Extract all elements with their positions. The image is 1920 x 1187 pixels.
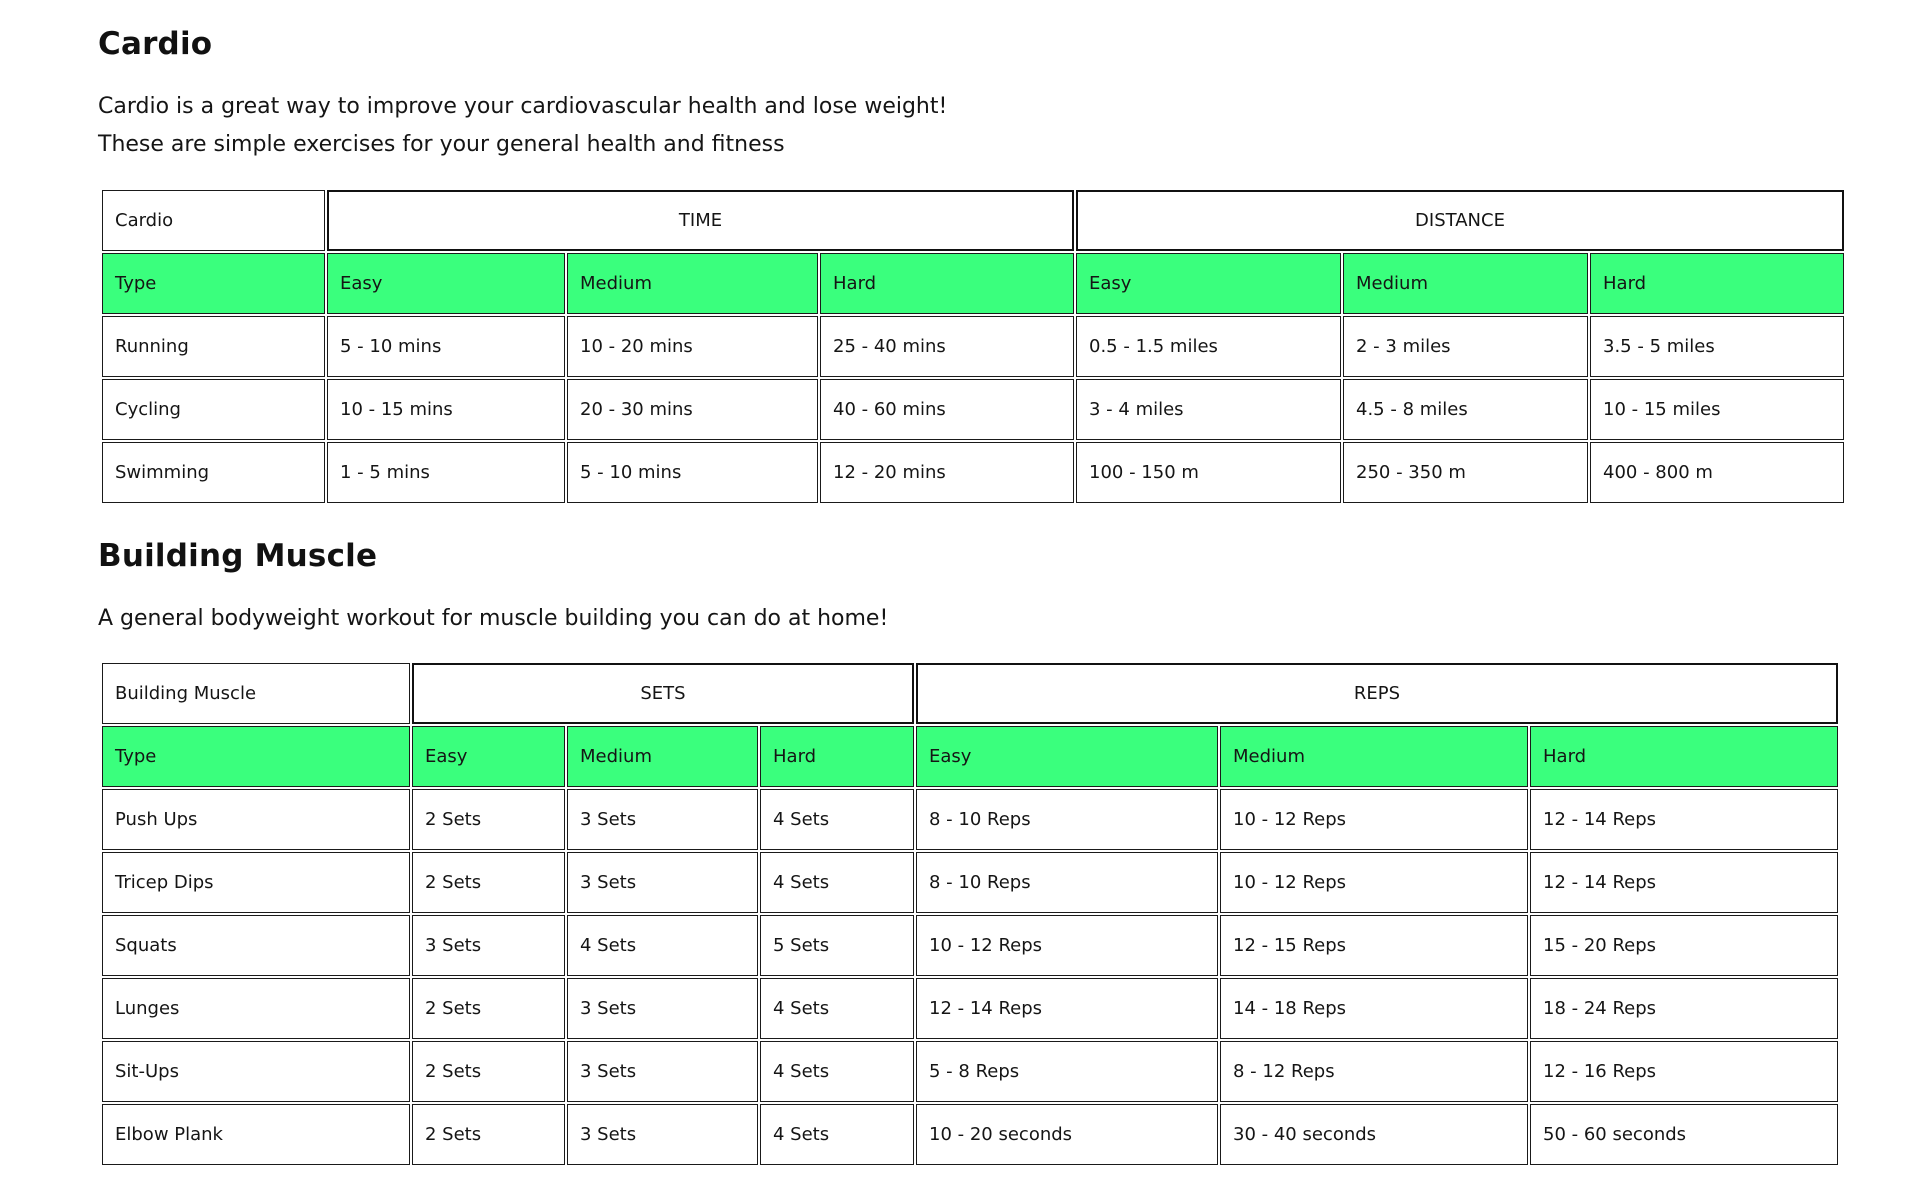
cardio-table — [100, 188, 1846, 505]
table-cell: 3 - 4 miles — [1076, 379, 1341, 440]
column-header-time-medium: Medium — [567, 253, 818, 314]
table-row — [102, 915, 1838, 976]
table-cell: 40 - 60 mins — [820, 379, 1074, 440]
table-cell: 10 - 12 Reps — [1220, 852, 1528, 913]
table-cell: 4 Sets — [760, 1041, 914, 1102]
table-cell: 4 Sets — [760, 789, 914, 850]
table-cell: 12 - 20 mins — [820, 442, 1074, 503]
table-cell: 3 Sets — [567, 1104, 758, 1165]
column-header-time-hard: Hard — [820, 253, 1074, 314]
table-cell: 30 - 40 seconds — [1220, 1104, 1528, 1165]
table-cell: 12 - 14 Reps — [1530, 789, 1838, 850]
exercise-name-cell: Squats — [102, 915, 410, 976]
column-header-reps-medium: Medium — [1220, 726, 1528, 787]
table-cell: 4.5 - 8 miles — [1343, 379, 1588, 440]
table-cell: 4 Sets — [760, 852, 914, 913]
exercise-name-cell: Cycling — [102, 379, 325, 440]
table-cell: 50 - 60 seconds — [1530, 1104, 1838, 1165]
table-cell: 2 Sets — [412, 978, 565, 1039]
muscle-intro — [98, 600, 888, 638]
muscle-table — [100, 661, 1840, 1167]
table-cell: 12 - 14 Reps — [916, 978, 1218, 1039]
table-cell: 2 - 3 miles — [1343, 316, 1588, 377]
cardio-corner-cell: Cardio — [102, 190, 325, 251]
table-cell: 400 - 800 m — [1590, 442, 1844, 503]
table-cell: 5 - 8 Reps — [916, 1041, 1218, 1102]
reps-group-header: REPS — [916, 663, 1838, 724]
sets-group-header: SETS — [412, 663, 914, 724]
table-cell: 10 - 12 Reps — [916, 915, 1218, 976]
table-cell: 4 Sets — [567, 915, 758, 976]
exercise-name-cell: Running — [102, 316, 325, 377]
table-cell: 15 - 20 Reps — [1530, 915, 1838, 976]
cardio-intro-line: These are simple exercises for your general health and fitness — [98, 132, 785, 157]
exercise-name-cell: Swimming — [102, 442, 325, 503]
distance-group-header: DISTANCE — [1076, 190, 1844, 251]
column-header-distance-hard: Hard — [1590, 253, 1844, 314]
table-cell: 10 - 20 mins — [567, 316, 818, 377]
table-cell: 12 - 15 Reps — [1220, 915, 1528, 976]
column-header-distance-medium: Medium — [1343, 253, 1588, 314]
table-cell: 5 Sets — [760, 915, 914, 976]
table-row — [102, 1041, 1838, 1102]
muscle-corner-cell: Building Muscle — [102, 663, 410, 724]
table-cell: 250 - 350 m — [1343, 442, 1588, 503]
table-row — [102, 978, 1838, 1039]
table-cell: 10 - 15 mins — [327, 379, 565, 440]
table-cell: 3 Sets — [567, 1041, 758, 1102]
cardio-heading: Cardio — [98, 26, 213, 62]
table-cell: 0.5 - 1.5 miles — [1076, 316, 1341, 377]
table-row — [102, 789, 1838, 850]
muscle-column-header-row — [102, 726, 1838, 787]
table-cell: 4 Sets — [760, 978, 914, 1039]
table-row — [102, 379, 1844, 440]
table-cell: 25 - 40 mins — [820, 316, 1074, 377]
muscle-group-row — [102, 663, 1838, 724]
column-header-type: Type — [102, 253, 325, 314]
table-cell: 3 Sets — [567, 789, 758, 850]
table-row — [102, 852, 1838, 913]
table-cell: 8 - 10 Reps — [916, 789, 1218, 850]
table-cell: 1 - 5 mins — [327, 442, 565, 503]
table-cell: 3 Sets — [567, 978, 758, 1039]
table-cell: 20 - 30 mins — [567, 379, 818, 440]
muscle-intro-line: A general bodyweight workout for muscle building you can do at home! — [98, 606, 889, 631]
exercise-name-cell: Lunges — [102, 978, 410, 1039]
table-row — [102, 442, 1844, 503]
table-cell: 8 - 10 Reps — [916, 852, 1218, 913]
table-cell: 5 - 10 mins — [567, 442, 818, 503]
table-cell: 10 - 15 miles — [1590, 379, 1844, 440]
column-header-reps-hard: Hard — [1530, 726, 1838, 787]
column-header-reps-easy: Easy — [916, 726, 1218, 787]
table-cell: 10 - 12 Reps — [1220, 789, 1528, 850]
table-cell: 3.5 - 5 miles — [1590, 316, 1844, 377]
table-cell: 3 Sets — [412, 915, 565, 976]
exercise-name-cell: Elbow Plank — [102, 1104, 410, 1165]
exercise-name-cell: Tricep Dips — [102, 852, 410, 913]
column-header-time-easy: Easy — [327, 253, 565, 314]
column-header-sets-hard: Hard — [760, 726, 914, 787]
time-group-header: TIME — [327, 190, 1074, 251]
exercise-name-cell: Sit-Ups — [102, 1041, 410, 1102]
column-header-sets-easy: Easy — [412, 726, 565, 787]
exercise-name-cell: Push Ups — [102, 789, 410, 850]
table-cell: 14 - 18 Reps — [1220, 978, 1528, 1039]
table-cell: 12 - 14 Reps — [1530, 852, 1838, 913]
table-cell: 2 Sets — [412, 1041, 565, 1102]
cardio-intro-line: Cardio is a great way to improve your cardiovascular health and lose weight! — [98, 94, 948, 119]
table-cell: 2 Sets — [412, 852, 565, 913]
table-cell: 5 - 10 mins — [327, 316, 565, 377]
table-cell: 100 - 150 m — [1076, 442, 1341, 503]
table-cell: 18 - 24 Reps — [1530, 978, 1838, 1039]
table-cell: 2 Sets — [412, 789, 565, 850]
muscle-heading: Building Muscle — [98, 538, 378, 574]
table-cell: 10 - 20 seconds — [916, 1104, 1218, 1165]
table-row — [102, 1104, 1838, 1165]
table-cell: 3 Sets — [567, 852, 758, 913]
table-cell: 4 Sets — [760, 1104, 914, 1165]
column-header-type: Type — [102, 726, 410, 787]
table-cell: 2 Sets — [412, 1104, 565, 1165]
cardio-group-row — [102, 190, 1844, 251]
cardio-intro — [98, 88, 947, 164]
cardio-column-header-row — [102, 253, 1844, 314]
column-header-sets-medium: Medium — [567, 726, 758, 787]
table-cell: 8 - 12 Reps — [1220, 1041, 1528, 1102]
table-row — [102, 316, 1844, 377]
column-header-distance-easy: Easy — [1076, 253, 1341, 314]
table-cell: 12 - 16 Reps — [1530, 1041, 1838, 1102]
